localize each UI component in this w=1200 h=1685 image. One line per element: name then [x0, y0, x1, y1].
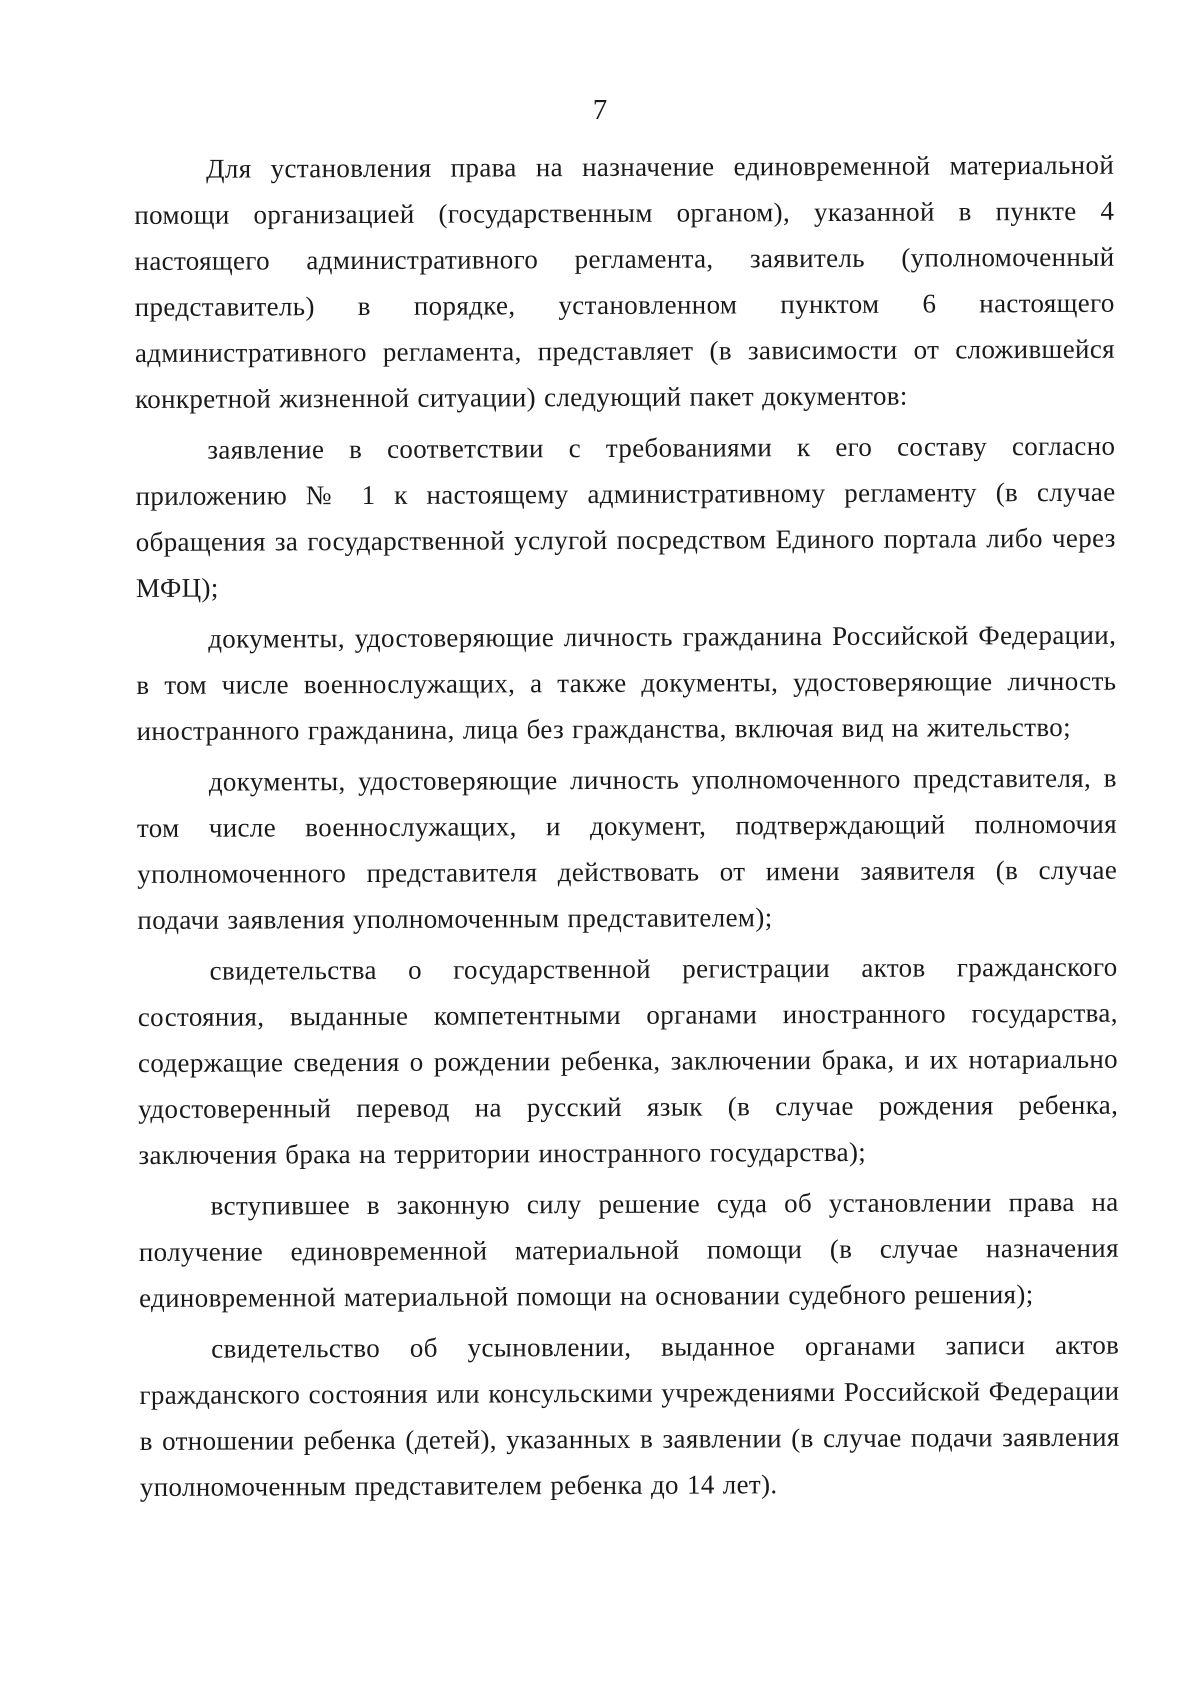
list-item-representative-documents: документы, удостоверяющие личность уполномоченного представителя, в том числе военнослужащих, и документ, подтверждающий полномочия уполномоченного представителя действовать от имени заявителя (в случае подачи заявления уполномоченным представителем);	[136, 762, 1118, 935]
list-item-application: заявление в соответствии с требованиями к его составу согласно приложению № 1 к настоящему административному регламенту (в случае обращения за государственной услугой посредством Единого портала либо через МФЦ);	[135, 430, 1116, 603]
list-item-adoption-certificate: свидетельство об усыновлении, выданное органами записи актов гражданского состояния или консульскими учреждениями Российской Федерации в отношении ребенка (детей), указанных в заявлении (в случае подачи заявления уполномоченным представителем ребенка до 14 лет).	[139, 1329, 1120, 1502]
document-body	[134, 142, 1120, 1515]
list-item-identity-documents: документы, удостоверяющие личность гражданина Российской Федерации, в том числе военнослужащих, а также документы, удостоверяющие личность иностранного гражданина, лица без гражданства, включая вид на жительство;	[136, 619, 1117, 746]
list-item-court-decision: вступившее в законную силу решение суда об установлении права на получение единовременной материальной помощи (в случае назначения единовременной материальной помощи на основании судебного решения);	[138, 1186, 1119, 1313]
list-item-foreign-certificates: свидетельства о государственной регистрации актов гражданского состояния, выданные компетентными органами иностранного государства, содержащие сведения о рождении ребенка, заключении брака, и их нотариально удостоверенный перевод на русский язык (в случае рождения ребенка, заключения брака на территории иностранного государства);	[137, 951, 1119, 1170]
intro-paragraph: Для установления права на назначение единовременной материальной помощи организацией (государственным органом), указанной в пункте 4 настоящего административного регламента, заявитель (уполномоченный представитель) в порядке, установленном пунктом 6 настоящего административного регламента, представляет (в зависимости от сложившейся конкретной жизненной ситуации) следующий пакет документов:	[134, 149, 1115, 414]
page-number: 7	[592, 94, 608, 126]
